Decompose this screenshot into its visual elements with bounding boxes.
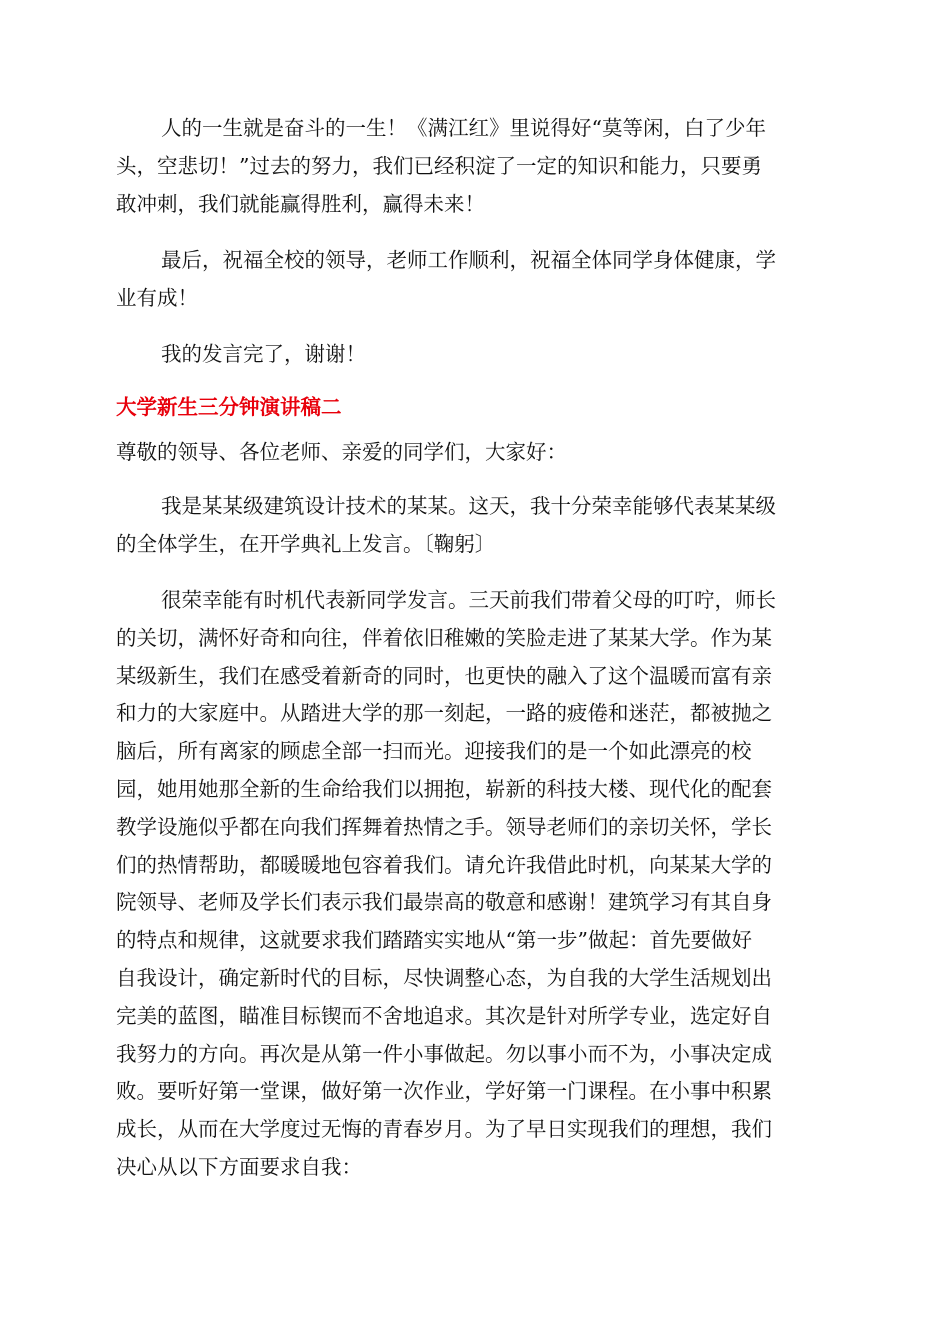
text-line: 决心从以下方面要求自我： [116,1154,362,1179]
text-line: 我努力的方向。再次是从第一件小事做起。勿以事小而不为，小事决定成 [116,1041,772,1066]
text-line: 最后，祝福全校的领导，老师工作顺利，祝福全体同学身体健康，学 [161,248,776,272]
text-line: 败。要听好第一堂课，做好第一次作业，学好第一门课程。在小事中积累 [116,1079,772,1104]
paragraph-closing [116,336,836,374]
text-line: 脑后，所有离家的顾虑全部一扫而光。迎接我们的是一个如此漂亮的校 [116,739,752,764]
text-line: 的特点和规律，这就要求我们踏踏实实地从“第一步”做起：首先要做好 [116,928,752,953]
text-line: 院领导、老师及学长们表示我们最崇高的敬意和感谢！建筑学习有其自身 [116,890,772,915]
text-line: 们的热情帮助，都暖暖地包容着我们。请允许我借此时机，向某某大学的 [116,852,772,877]
text-line: 某级新生，我们在感受着新奇的同时，也更快的融入了这个温暖而富有亲 [116,663,772,688]
text-line: 园，她用她那全新的生命给我们以拥抱，崭新的科技大楼、现代化的配套 [116,776,772,801]
text-line: 敢冲刺，我们就能赢得胜利，赢得未来！ [116,191,485,216]
text-line: 的全体学生，在开学典礼上发言。〔鞠躬〕 [116,531,496,556]
greeting-line: 尊敬的领导、各位老师、亲爱的同学们，大家好： [116,440,567,464]
text-line: 人的一生就是奋斗的一生！《满江红》里说得好“莫等闲，白了少年 [161,116,766,140]
paragraph-main-body [116,582,836,1187]
text-line: 我的发言完了，谢谢！ [161,342,366,366]
paragraph-struggle [116,110,836,223]
text-line: 自我设计，确定新时代的目标，尽快调整心态，为自我的大学生活规划出 [116,965,772,990]
text-line: 成长，从而在大学度过无悔的青春岁月。为了早日实现我们的理想，我们 [116,1117,772,1142]
text-line: 和力的大家庭中。从踏进大学的那一刻起，一路的疲倦和迷茫，都被抛之 [116,701,772,726]
section-heading: 大学新生三分钟演讲稿二 [116,395,342,419]
paragraph-blessing [116,242,836,318]
text-line: 头，空悲切！”过去的努力，我们已经积淀了一定的知识和能力，只要勇 [116,153,762,178]
text-line: 的关切，满怀好奇和向往，伴着依旧稚嫩的笑脸走进了某某大学。作为某 [116,625,772,650]
text-line: 很荣幸能有时机代表新同学发言。三天前我们带着父母的叮咛，师长 [161,588,776,612]
text-line: 业有成！ [116,285,198,310]
text-line: 完美的蓝图，瞄准目标锲而不舍地追求。其次是针对所学专业，选定好自 [116,1003,772,1028]
paragraph-introduction [116,488,836,564]
text-line: 我是某某级建筑设计技术的某某。这天，我十分荣幸能够代表某某级 [161,494,776,518]
text-line: 教学设施似乎都在向我们挥舞着热情之手。领导老师们的亲切关怀，学长 [116,814,772,839]
